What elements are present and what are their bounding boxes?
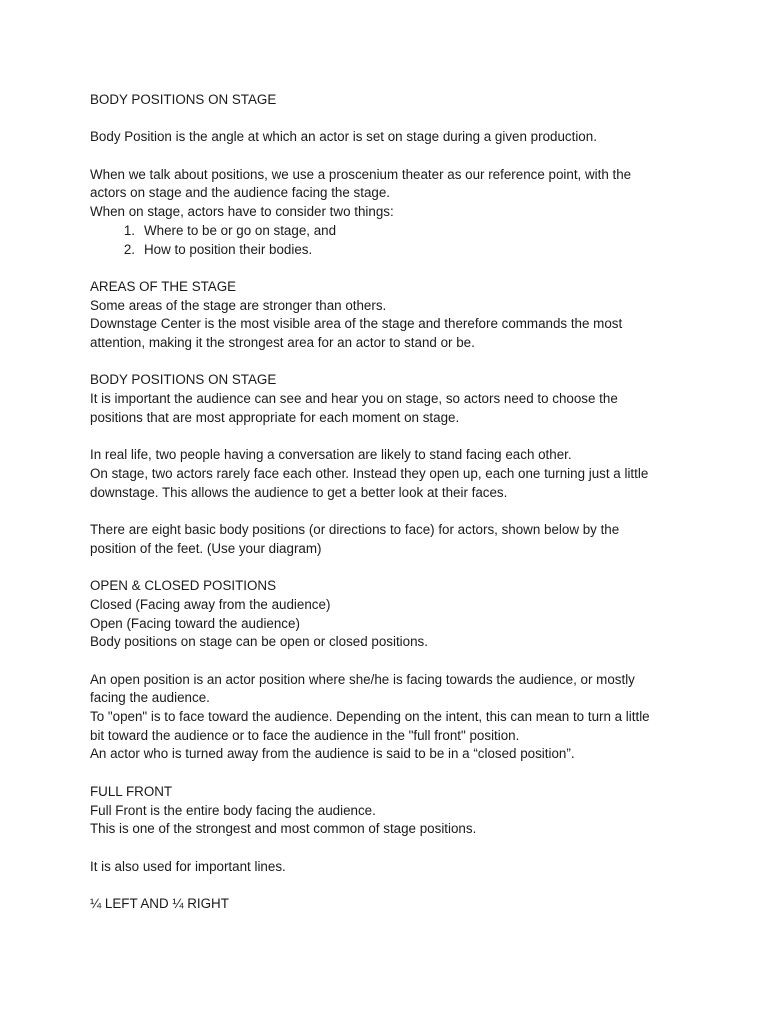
open-position-paragraph-line: An open position is an actor position where she/he is facing towards the audience, or mostly <box>90 671 635 687</box>
open-position-paragraph-line: facing the audience. <box>90 690 210 706</box>
open-closed-paragraph-line: Closed (Facing away from the audience) <box>90 596 331 612</box>
list-item-text: How to position their bodies. <box>144 241 313 257</box>
areas-paragraph-line: Downstage Center is the most visible area of the stage and therefore commands the most <box>90 316 623 332</box>
section-heading-quarter: ¼ LEFT AND ¼ RIGHT <box>90 896 229 912</box>
areas-paragraph-line: Some areas of the stage are stronger than others. <box>90 297 387 313</box>
open-closed-paragraph-line: Open (Facing toward the audience) <box>90 615 300 631</box>
full-front-paragraph-line: It is also used for important lines. <box>90 858 286 874</box>
open-position-paragraph-line: To "open" is to face toward the audience. Depending on the intent, this can mean to turn a little <box>90 709 650 725</box>
open-position-paragraph-line: An actor who is turned away from the audience is said to be in a “closed position”. <box>90 746 575 762</box>
list-item <box>90 222 680 241</box>
areas-paragraph-line: attention, making it the strongest area for an actor to stand or be. <box>90 335 475 351</box>
document-body <box>90 91 680 914</box>
list-item-number: 1. <box>123 222 135 238</box>
intro-paragraph: Body Position is the angle at which an actor is set on stage during a given production. <box>90 129 597 145</box>
eight-positions-paragraph-line: position of the feet. (Use your diagram) <box>90 540 322 556</box>
section-heading-full-front: FULL FRONT <box>90 783 173 799</box>
open-closed-paragraph-line: Body positions on stage can be open or closed positions. <box>90 634 428 650</box>
real-life-paragraph-line: In real life, two people having a conversation are likely to stand facing each other. <box>90 447 572 463</box>
real-life-paragraph-line: downstage. This allows the audience to get a better look at their faces. <box>90 484 508 500</box>
real-life-paragraph-line: On stage, two actors rarely face each other. Instead they open up, each one turning just a little <box>90 465 649 481</box>
document-title: BODY POSITIONS ON STAGE <box>90 92 277 107</box>
positions-paragraph-line: When we talk about positions, we use a proscenium theater as our reference point, with the <box>90 166 632 182</box>
positions-paragraph-line: When on stage, actors have to consider two things: <box>90 204 394 220</box>
full-front-paragraph-line: Full Front is the entire body facing the audience. <box>90 802 376 818</box>
full-front-paragraph-line: This is one of the strongest and most common of stage positions. <box>90 821 477 837</box>
section-heading-body-positions: BODY POSITIONS ON STAGE <box>90 372 277 388</box>
positions-paragraph-line: actors on stage and the audience facing the stage. <box>90 185 391 201</box>
section-heading-open-closed: OPEN & CLOSED POSITIONS <box>90 578 277 594</box>
body-positions-paragraph-line: positions that are most appropriate for each moment on stage. <box>90 409 460 425</box>
body-positions-paragraph-line: It is important the audience can see and hear you on stage, so actors need to choose the <box>90 391 618 407</box>
list-item <box>90 241 680 260</box>
eight-positions-paragraph-line: There are eight basic body positions (or directions to face) for actors, shown below by the <box>90 522 620 538</box>
open-position-paragraph-line: bit toward the audience or to face the audience in the "full front" position. <box>90 727 520 743</box>
considerations-list <box>90 222 680 259</box>
list-item-text: Where to be or go on stage, and <box>144 222 337 238</box>
section-heading-areas: AREAS OF THE STAGE <box>90 278 237 294</box>
list-item-number: 2. <box>123 241 135 257</box>
